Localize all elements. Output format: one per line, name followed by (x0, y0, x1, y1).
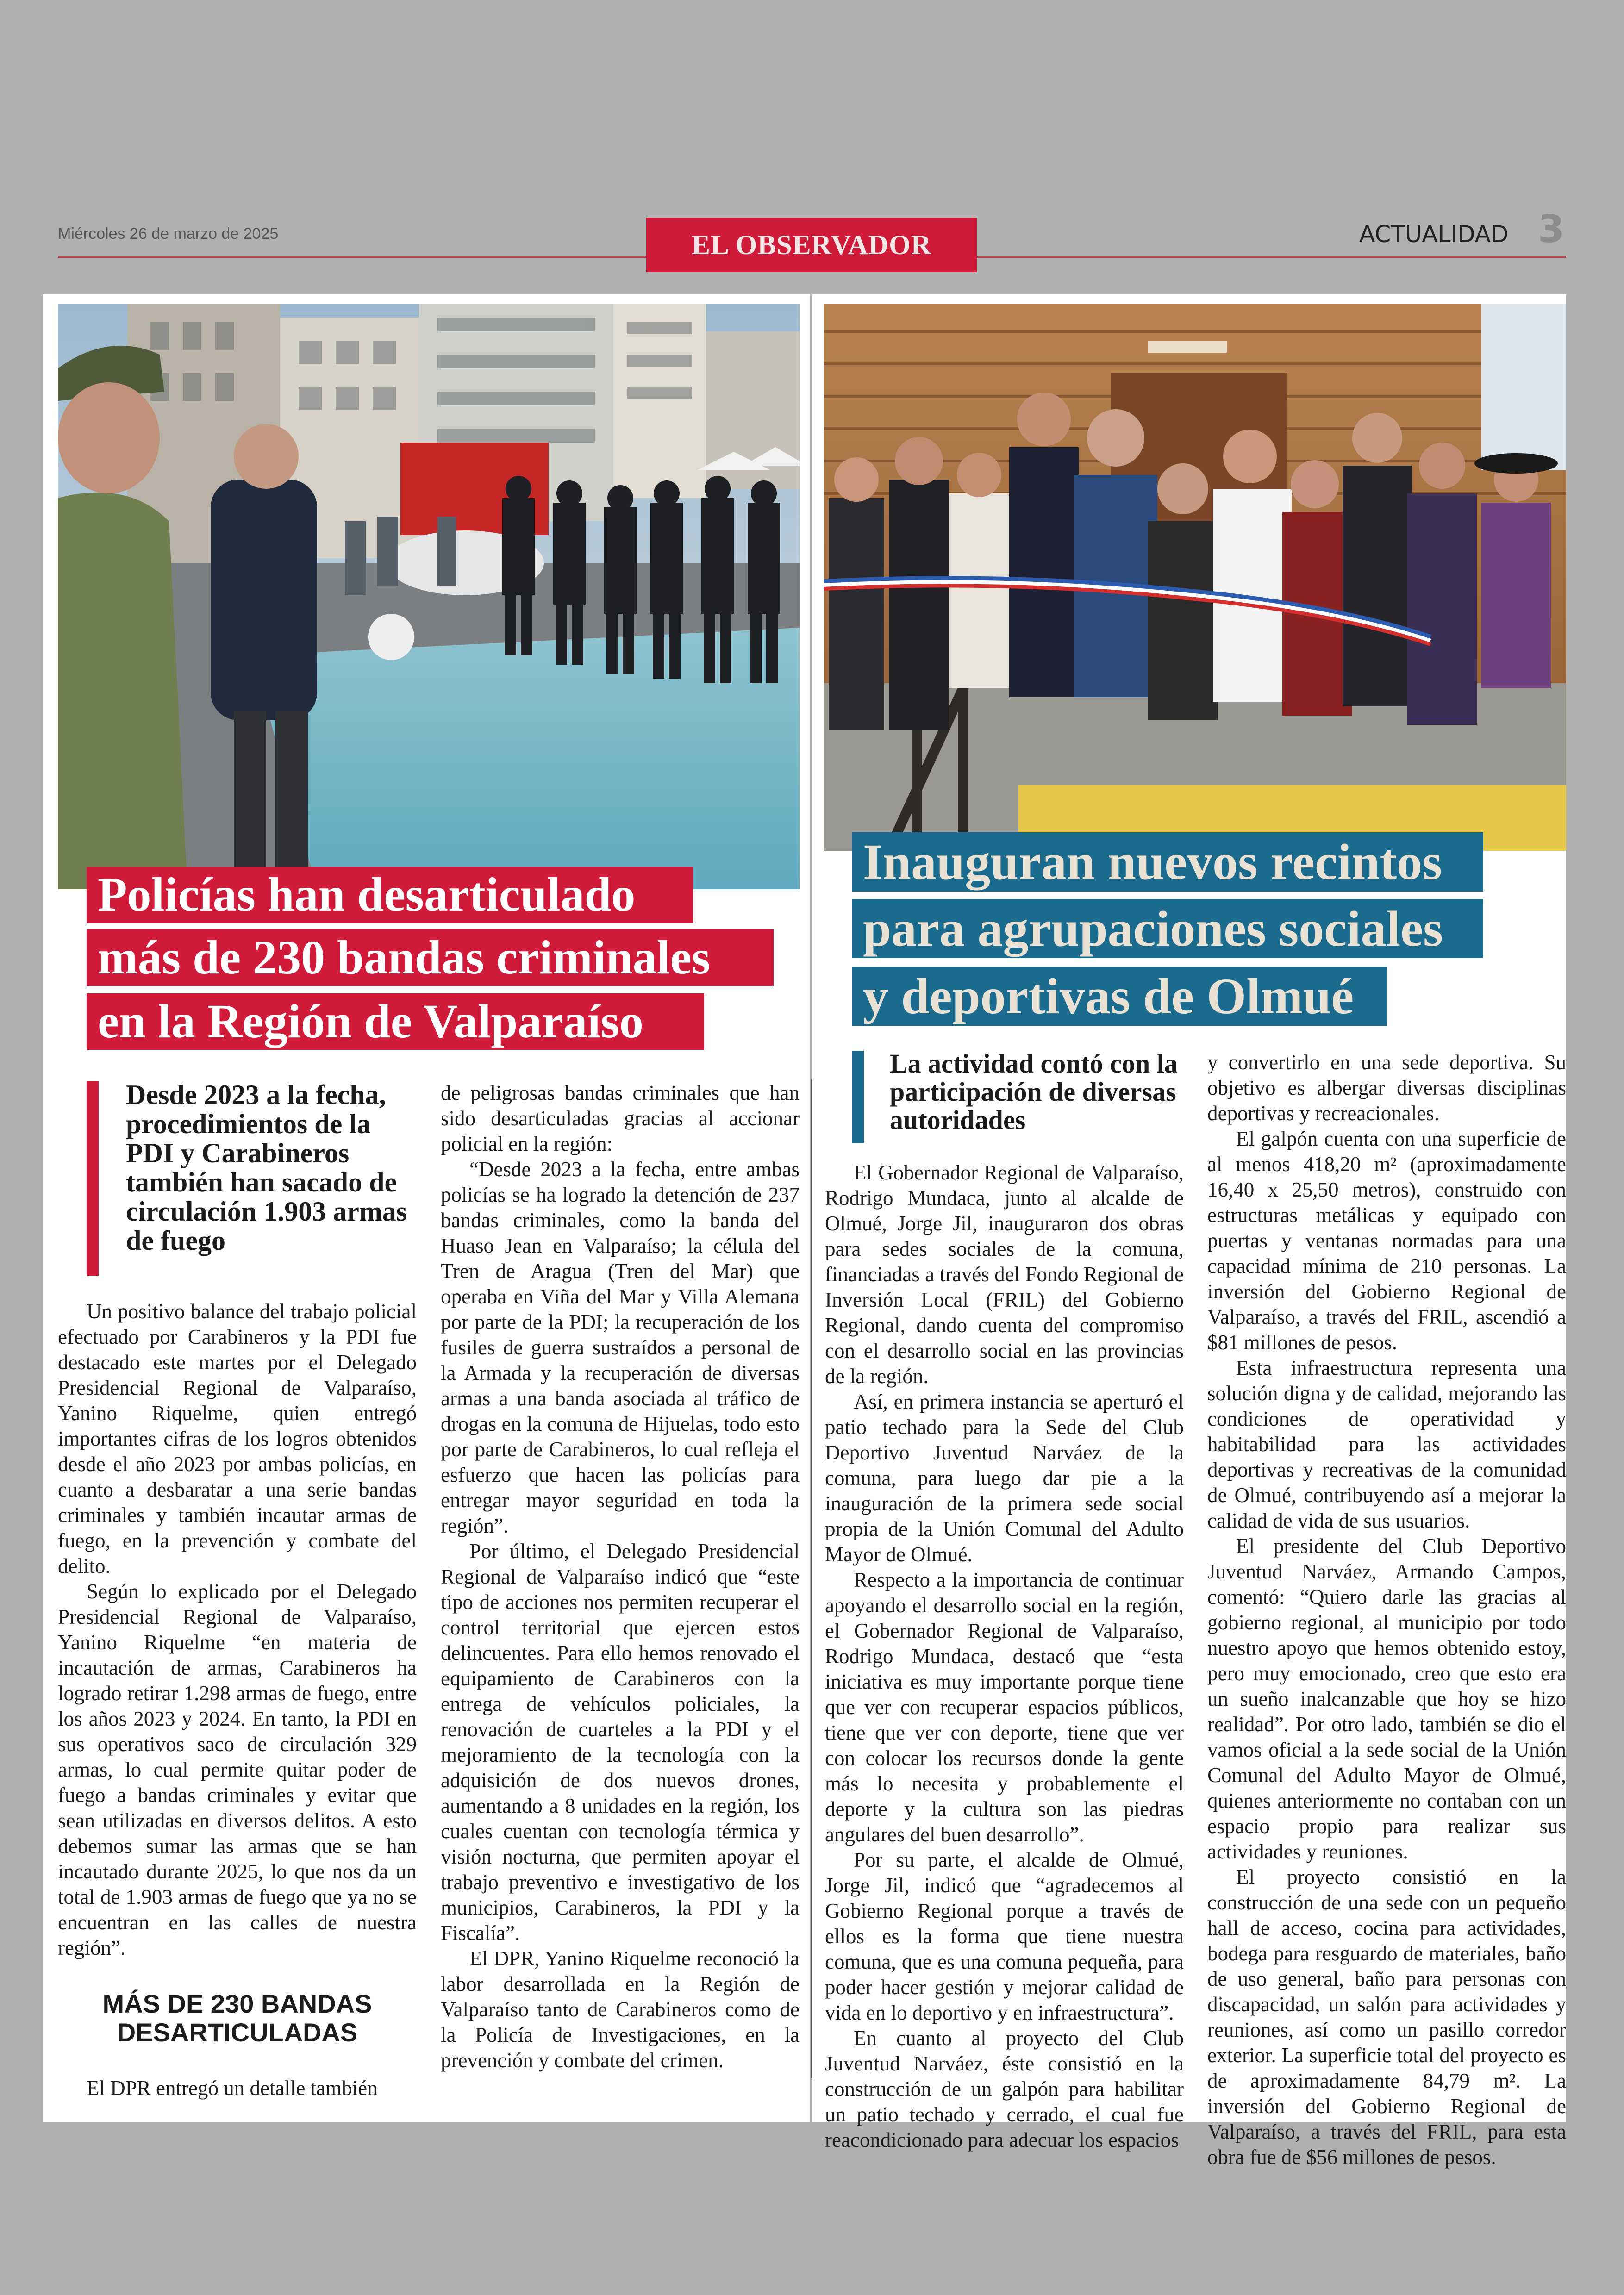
section-label: ACTUALIDAD (1359, 221, 1509, 248)
left-col1-paragraph-2: Según lo explicado por el Delegado Presidencial Regional de Valparaíso, Yanino Riquelme “en materia de incautación de armas, Carabineros ha logrado retirar 1.298 armas de fuego, entre los años 2023 y 2024. En tanto, la PDI en sus operativos saco de circulación 329 armas, lo cual permite quitar poder de fuego a bandas criminales y evitar que sean utilizadas en diversos delitos. A esto debemos sumar las armas que se han incautado durante 2025, lo que nos da un total de 1.903 armas de fuego que ya no se encuentran en las calles de nuestra región”. (58, 1580, 417, 1959)
left-headline-line-2: más de 230 bandas criminales (87, 929, 774, 986)
right-col1-paragraph-4: Por su parte, el alcalde de Olmué, Jorge Jil, indicó que “agradecemos al Gobierno Regional porque a través de ellos es la forma que tiene nuestra comuna, que es una comuna pequeña, para poder hacer gestión y mejorar calidad de vida en lo deportivo y en infraestructura”. (825, 1848, 1184, 2024)
left-col2-paragraph-1: de peligrosas bandas criminales que han sido desarticuladas gracias al accionar policial en la región: (441, 1081, 800, 1155)
left-col1-closing: El DPR entregó un detalle también (87, 2077, 378, 2100)
column-divider (811, 1079, 812, 2078)
police-lineup-photo (58, 304, 800, 889)
right-col1-paragraph-2: Así, en primera instancia se aperturó el patio techado para la Sede del Club Deportivo Juventud Narváez de la comuna, para luego dar pie a la inauguración de la primera sede social propia de la Unión Comunal del Adulto Mayor de Olmué. (825, 1390, 1184, 1566)
right-col2-paragraph-1: y convertirlo en una sede deportiva. Su objetivo es albergar diversas disciplinas deportivas y recreacionales. (1207, 1051, 1566, 1125)
right-col2-paragraph-4: El presidente del Club Deportivo Juventud Narváez, Armando Campos, comentó: “Quiero darle las gracias al gobierno regional, al municipio por todo nuestro apoyo que hemos obtenido estoy, pero muy emocionado, creo que esto era un sueño inalcanzable que hoy se hizo realidad”. Por otro lado, también se dio el vamos oficial a la sede social de la Unión Comunal del Adulto Mayor de Olmué, quienes anteriormente no contaban con un espacio propio para realizar sus actividades y reuniones. (1207, 1534, 1566, 1863)
left-col2-paragraph-2: “Desde 2023 a la fecha, entre ambas policías se ha logrado la detención de 237 bandas criminales, como la banda del Huaso Jean en Valparaíso; la célula del Tren de Aragua (Tren del Mar) que operaba en Viña del Mar y Villa Alemana por parte de la PDI; la recuperación de los fusiles de guerra sustraídos a personal de la Armada y la recuperación de diversas armas a una banda asociada al tráfico de drogas en la comuna de Hijuelas, todo esto por parte de Carabineros, lo cual refleja el esfuerzo que hacen las policías para entregar mayor seguridad en toda la región”. (441, 1158, 800, 1537)
right-headline-line-3: y deportivas de Olmué (852, 967, 1387, 1026)
right-headline-line-1: Inauguran nuevos recintos (852, 832, 1483, 892)
right-col1-paragraph-1: El Gobernador Regional de Valparaíso, Rodrigo Mundaca, junto al alcalde de Olmué, Jorge Jil, inauguraron dos obras para sedes sociales de la comuna, financiadas a través del Fondo Regional de Inversión Local (FRIL) del Gobierno Regional, dando cuenta del compromiso con el desarrollo social en las provincias de la región. (825, 1161, 1184, 1388)
left-article-column-1 (58, 1299, 417, 2101)
left-subhead: Desde 2023 a la fecha, procedimientos de la PDI y Carabineros también han sacado de circulación 1.903 armas de fuego (126, 1079, 407, 1256)
left-subhead-bar (87, 1081, 99, 1276)
police-lineup-illustration (58, 304, 800, 889)
right-headline-line-2: para agrupaciones sociales (852, 899, 1483, 958)
right-article-column-1 (825, 1160, 1184, 2153)
right-col2-paragraph-2: El galpón cuenta con una superficie de al menos 418,20 m² (aproximadamente 16,40 x 25,50 metros), construido con estructuras metálicas y equipado con puertas y ventanas normadas para una capacidad mínima de 210 personas. La inversión del Gobierno Regional de Valparaíso, a través del FRIL, ascendió a $81 millones de pesos. (1207, 1127, 1566, 1354)
page-number: 3 (1538, 207, 1565, 251)
left-headline-line-1: Policías han desarticulado (87, 867, 693, 923)
ribbon-cutting-illustration (824, 304, 1566, 851)
right-col1-paragraph-5: En cuanto al proyecto del Club Juventud Narváez, éste consistió en la construcción de un galpón para habilitar un patio techado y cerrado, el cual fue reacondicionado para adecuar los espacios (825, 2027, 1184, 2152)
left-headline-line-3: en la Región de Valparaíso (87, 993, 704, 1050)
left-inset-heading: MÁS DE 230 BANDAS DESARTICULADAS (102, 1989, 372, 2047)
right-col2-paragraph-5: El proyecto consistió en la construcción de una sede con un pequeño hall de acceso, cocina para actividades, bodega para resguardo de materiales, baño de uso general, baño para personas con discapacidad, un salón para actividades y reuniones, así como un pasillo corredor exterior. La superficie total del proyecto es de aproximadamente 84,79 m². La inversión del Gobierno Regional de Valparaíso, a través del FRIL, para esta obra fue de $56 millones de pesos. (1207, 1865, 1566, 2169)
right-subhead-bar (852, 1051, 864, 1143)
left-col2-paragraph-4: El DPR, Yanino Riquelme reconoció la labor desarrollada en la Región de Valparaíso tanto de Carabineros como de la Policía de Investigaciones, en la prevención y combate del crimen. (441, 1947, 800, 2072)
right-col2-paragraph-3: Esta infraestructura representa una solución digna y de calidad, mejorando las condiciones de operatividad y habitabilidad para las actividades deportivas y recreativas de la comunidad de Olmué, contribuyendo así a mejorar la calidad de vida de sus usuarios. (1207, 1356, 1566, 1532)
right-subhead: La actividad contó con la participación de diversas autoridades (890, 1048, 1178, 1135)
left-article-column-2 (441, 1080, 800, 2073)
left-col1-paragraph-1: Un positivo balance del trabajo policial efectuado por Carabineros y la PDI fue destacado este martes por el Delegado Presidencial Regional de Valparaíso, Yanino Riquelme, quien entregó importantes cifras de los logros obtenidos desde el año 2023 por ambas policías, en cuanto a desbaratar a una serie bandas criminales y también incautar armas de fuego, en la prevención y combate del delito. (58, 1300, 417, 1578)
ribbon-cutting-photo (824, 304, 1566, 851)
right-col1-paragraph-3: Respecto a la importancia de continuar apoyando el desarrollo social en la región, el Gobernador Regional de Valparaíso, Rodrigo Mundaca, destacó que “esta iniciativa es muy importante porque tiene que ver con recuperar espacios públicos, tiene que ver con deporte, tiene que ver con colocar los recursos donde la gente más lo necesita y probablemente el deporte y la cultura son las piedras angulares del buen desarrollo”. (825, 1568, 1184, 1846)
left-col2-paragraph-3: Por último, el Delegado Presidencial Regional de Valparaíso indicó que “este tipo de acciones nos permiten recuperar el control territorial que ejercen estos delincuentes. Para ello hemos renovado el equipamiento de Carabineros con la entrega de vehículos policiales, la renovación de cuarteles a la PDI y el mejoramiento de la tecnología con la adquisición de dos nuevos drones, aumentando a 8 unidades en la región, los cuales cuentan con tecnología térmica y visión nocturna, que permiten apoyar el trabajo preventivo e investigativo de los municipios, Carabineros, la PDI y la Fiscalía”. (441, 1540, 800, 1945)
header-date: Miércoles 26 de marzo de 2025 (58, 225, 279, 243)
masthead-logo: EL OBSERVADOR (646, 218, 977, 272)
right-article-column-2 (1207, 1050, 1566, 2170)
